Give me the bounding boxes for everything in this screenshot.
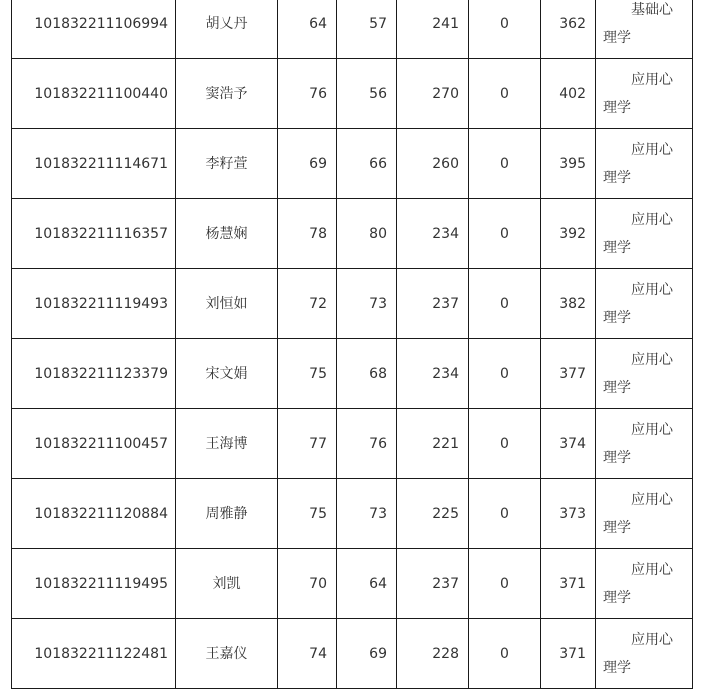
- score-1-cell: 64: [278, 0, 337, 59]
- score-1-cell: 69: [278, 129, 337, 199]
- score-2-cell: 68: [337, 339, 397, 409]
- major-cell: 应用心理学: [596, 619, 693, 689]
- candidate-name-cell: 刘恒如: [176, 269, 278, 339]
- major-cell: 应用心理学: [596, 339, 693, 409]
- candidate-id-cell: 101832211114671: [12, 129, 176, 199]
- score-1-cell: 75: [278, 339, 337, 409]
- candidate-name-cell: 胡乂丹: [176, 0, 278, 59]
- score-4-cell: 0: [469, 619, 541, 689]
- score-1-cell: 75: [278, 479, 337, 549]
- candidate-name-cell: 杨慧娴: [176, 199, 278, 269]
- score-4-cell: 0: [469, 549, 541, 619]
- score-2-cell: 64: [337, 549, 397, 619]
- score-3-cell: 260: [397, 129, 469, 199]
- score-4-cell: 0: [469, 339, 541, 409]
- table-row: [12, 619, 693, 689]
- candidate-id-cell: 101832211100440: [12, 59, 176, 129]
- score-1-cell: 72: [278, 269, 337, 339]
- score-4-cell: 0: [469, 479, 541, 549]
- candidate-name-cell: 刘凯: [176, 549, 278, 619]
- candidate-id-cell: 101832211116357: [12, 199, 176, 269]
- major-cell: 应用心理学: [596, 479, 693, 549]
- score-2-cell: 69: [337, 619, 397, 689]
- score-2-cell: 73: [337, 479, 397, 549]
- table-row: [12, 479, 693, 549]
- candidate-id-cell: 101832211119495: [12, 549, 176, 619]
- total-score-cell: 402: [541, 59, 596, 129]
- score-3-cell: 228: [397, 619, 469, 689]
- score-4-cell: 0: [469, 0, 541, 59]
- score-1-cell: 70: [278, 549, 337, 619]
- score-table: [11, 0, 693, 689]
- total-score-cell: 373: [541, 479, 596, 549]
- score-3-cell: 241: [397, 0, 469, 59]
- score-2-cell: 57: [337, 0, 397, 59]
- table-row: [12, 59, 693, 129]
- score-3-cell: 270: [397, 59, 469, 129]
- score-2-cell: 56: [337, 59, 397, 129]
- total-score-cell: 377: [541, 339, 596, 409]
- candidate-id-cell: 101832211120884: [12, 479, 176, 549]
- score-4-cell: 0: [469, 59, 541, 129]
- candidate-name-cell: 窦浩予: [176, 59, 278, 129]
- total-score-cell: 395: [541, 129, 596, 199]
- score-3-cell: 234: [397, 339, 469, 409]
- candidate-name-cell: 王海博: [176, 409, 278, 479]
- major-cell: 应用心理学: [596, 409, 693, 479]
- table-row: [12, 339, 693, 409]
- score-3-cell: 237: [397, 549, 469, 619]
- candidate-name-cell: 周雅静: [176, 479, 278, 549]
- total-score-cell: 382: [541, 269, 596, 339]
- score-1-cell: 77: [278, 409, 337, 479]
- score-2-cell: 80: [337, 199, 397, 269]
- table-row: [12, 129, 693, 199]
- total-score-cell: 362: [541, 0, 596, 59]
- score-1-cell: 74: [278, 619, 337, 689]
- score-3-cell: 234: [397, 199, 469, 269]
- score-4-cell: 0: [469, 409, 541, 479]
- score-2-cell: 76: [337, 409, 397, 479]
- major-cell: 应用心理学: [596, 549, 693, 619]
- candidate-id-cell: 101832211122481: [12, 619, 176, 689]
- score-table-body: [12, 0, 693, 689]
- table-row: [12, 269, 693, 339]
- table-row: [12, 0, 693, 59]
- candidate-id-cell: 101832211119493: [12, 269, 176, 339]
- score-3-cell: 221: [397, 409, 469, 479]
- major-cell: 应用心理学: [596, 129, 693, 199]
- major-cell: 基础心理学: [596, 0, 693, 59]
- major-cell: 应用心理学: [596, 59, 693, 129]
- total-score-cell: 371: [541, 619, 596, 689]
- total-score-cell: 371: [541, 549, 596, 619]
- major-cell: 应用心理学: [596, 269, 693, 339]
- table-row: [12, 409, 693, 479]
- score-4-cell: 0: [469, 199, 541, 269]
- candidate-name-cell: 李籽萱: [176, 129, 278, 199]
- total-score-cell: 392: [541, 199, 596, 269]
- total-score-cell: 374: [541, 409, 596, 479]
- candidate-id-cell: 101832211106994: [12, 0, 176, 59]
- score-4-cell: 0: [469, 129, 541, 199]
- score-1-cell: 78: [278, 199, 337, 269]
- score-3-cell: 237: [397, 269, 469, 339]
- candidate-id-cell: 101832211123379: [12, 339, 176, 409]
- score-2-cell: 73: [337, 269, 397, 339]
- score-3-cell: 225: [397, 479, 469, 549]
- score-2-cell: 66: [337, 129, 397, 199]
- table-row: [12, 549, 693, 619]
- candidate-id-cell: 101832211100457: [12, 409, 176, 479]
- score-4-cell: 0: [469, 269, 541, 339]
- candidate-name-cell: 王嘉仪: [176, 619, 278, 689]
- table-row: [12, 199, 693, 269]
- major-cell: 应用心理学: [596, 199, 693, 269]
- score-1-cell: 76: [278, 59, 337, 129]
- candidate-name-cell: 宋文娟: [176, 339, 278, 409]
